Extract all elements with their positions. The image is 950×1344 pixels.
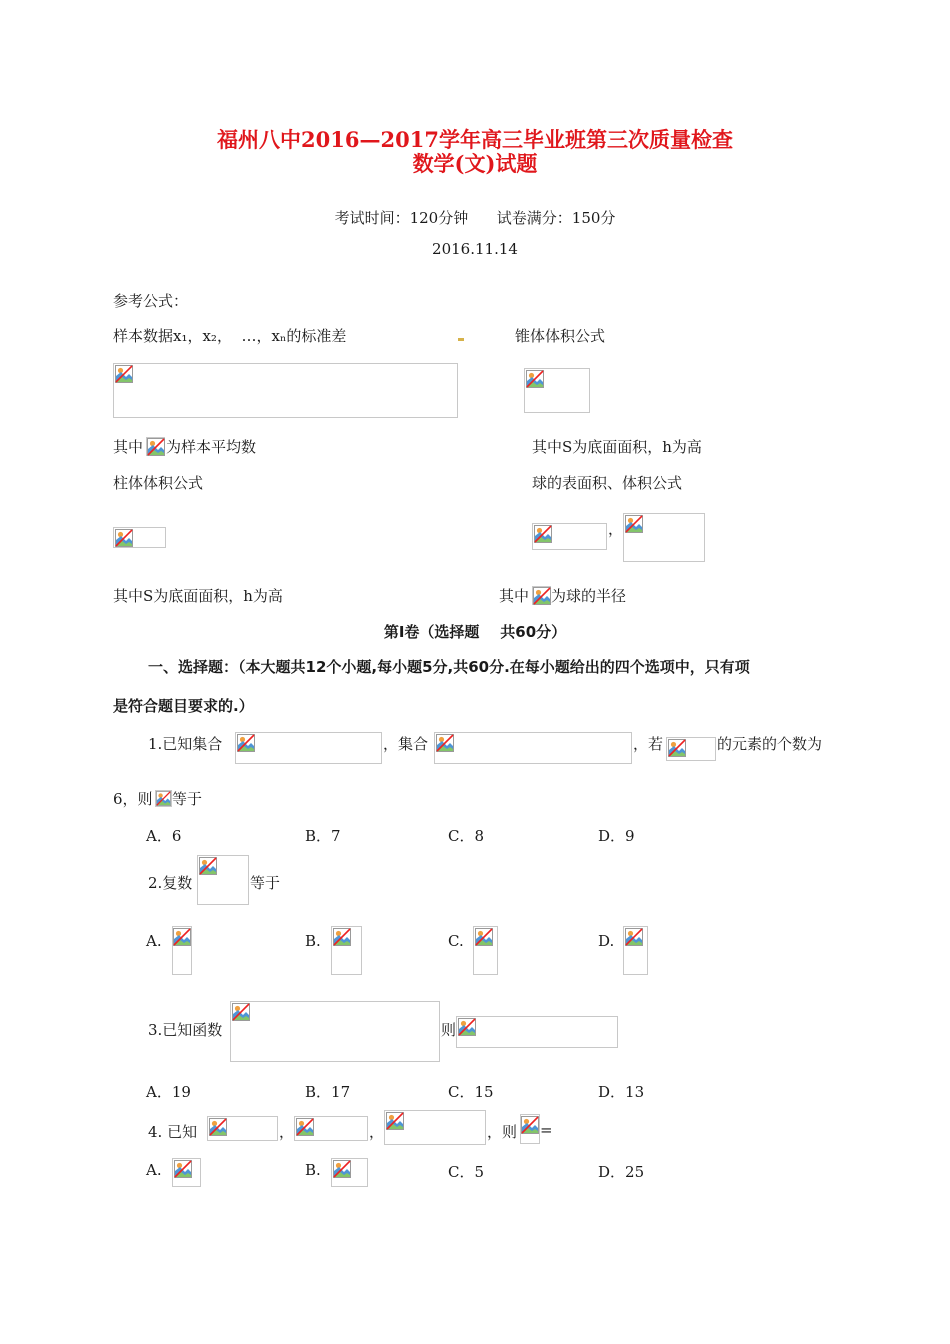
sphere-area-formula-image: [532, 523, 607, 550]
broken-image-icon: [199, 857, 217, 875]
tiny-image-marker: [458, 338, 464, 341]
mean-note-prefix: 其中: [113, 438, 144, 456]
q3-text-part1: 3.已知函数: [148, 1021, 223, 1039]
q2-option-c[interactable]: C.: [448, 932, 464, 950]
broken-image-icon: [173, 928, 191, 946]
q2-option-d[interactable]: D.: [598, 932, 615, 950]
q2-option-a-image: [172, 926, 192, 975]
broken-image-icon: [625, 928, 643, 946]
cone-volume-label: 锥体体积公式: [515, 327, 606, 345]
q1-option-b[interactable]: B．7: [305, 827, 341, 845]
q1-line2-suffix: 等于: [172, 790, 203, 808]
radius-note-prefix: 其中: [499, 587, 530, 605]
prism-formula-image: [113, 527, 166, 548]
q4-option-a[interactable]: A.: [146, 1161, 162, 1179]
broken-image-icon: [333, 1160, 351, 1178]
q1-option-d[interactable]: D．9: [598, 827, 635, 845]
radius-symbol-image: [532, 586, 551, 605]
q3-option-a[interactable]: A．19: [146, 1083, 191, 1101]
broken-image-icon: [386, 1112, 404, 1130]
broken-image-icon: [533, 587, 551, 605]
doc-title-line1: 福州八中2016—2017学年高三毕业班第三次质量检查: [217, 127, 733, 152]
q1-text-part1: 1.已知集合: [148, 735, 223, 753]
broken-image-icon: [521, 1116, 539, 1134]
q2-text-part1: 2.复数: [148, 874, 193, 892]
q1-text-part3: ，若: [633, 735, 664, 753]
section-instructions-line2: 是符合题目要求的.）: [113, 697, 254, 715]
q2-option-b[interactable]: B.: [305, 932, 321, 950]
broken-image-icon: [333, 928, 351, 946]
broken-image-icon: [115, 529, 133, 547]
q3-option-c[interactable]: C．15: [448, 1083, 494, 1101]
std-dev-formula-image: [113, 363, 458, 418]
broken-image-icon: [232, 1003, 250, 1021]
q1-intersection-image: [666, 737, 716, 761]
q1-option-c[interactable]: C．8: [448, 827, 485, 845]
q1-text-part4: 的元素的个数为: [717, 735, 823, 753]
q4-given-image-3: [384, 1110, 486, 1145]
q4-target-image: [520, 1114, 540, 1144]
q1-option-a[interactable]: A．6: [146, 827, 182, 845]
doc-title-line2: 数学(文)试题: [412, 151, 538, 176]
q4-option-b-image: [331, 1158, 368, 1187]
section-title: 第Ⅰ卷（选择题 共60分）: [383, 623, 567, 641]
broken-image-icon: [458, 1018, 476, 1036]
q4-text-part1: 4. 已知: [148, 1123, 198, 1141]
q4-text-part2: ，则: [487, 1123, 518, 1141]
q1-variable-image: [155, 790, 172, 807]
q2-text-part2: 等于: [250, 874, 281, 892]
q3-function-image: [230, 1001, 440, 1062]
broken-image-icon: [526, 370, 544, 388]
q4-separator-2: ，: [369, 1123, 385, 1141]
prism-note: 其中S为底面面积，h为高: [113, 587, 283, 605]
q3-option-d[interactable]: D．13: [598, 1083, 645, 1101]
sphere-formula-label: 球的表面积、体积公式: [532, 474, 683, 492]
mean-symbol-image: [146, 437, 165, 456]
broken-image-icon: [156, 791, 171, 806]
q4-option-c[interactable]: C．5: [448, 1163, 485, 1181]
broken-image-icon: [174, 1160, 192, 1178]
broken-image-icon: [534, 525, 552, 543]
broken-image-icon: [436, 734, 454, 752]
q2-complex-number-image: [197, 855, 249, 905]
broken-image-icon: [668, 739, 686, 757]
q4-given-image-2: [294, 1116, 368, 1141]
broken-image-icon: [625, 515, 643, 533]
q1-set-b-image: [434, 732, 632, 764]
exam-date: 2016.11.14: [432, 240, 518, 258]
broken-image-icon: [237, 734, 255, 752]
q2-option-c-image: [473, 926, 498, 975]
broken-image-icon: [147, 438, 165, 456]
q3-option-b[interactable]: B．17: [305, 1083, 351, 1101]
q3-expression-image: [456, 1016, 618, 1048]
sphere-volume-formula-image: [623, 513, 705, 562]
cone-formula-image: [524, 368, 590, 413]
q4-option-a-image: [172, 1158, 201, 1187]
q1-set-a-image: [235, 732, 382, 764]
q4-option-b[interactable]: B.: [305, 1161, 321, 1179]
section-instructions-line1: 一、选择题：（本大题共12个小题,每小题5分,共60分.在每小题给出的四个选项中，只有项: [148, 658, 750, 676]
q1-line2-prefix: 6，则: [113, 790, 153, 808]
broken-image-icon: [115, 365, 133, 383]
formula-comma: ，: [608, 520, 624, 538]
q4-separator-1: ，: [279, 1123, 295, 1141]
mean-note: 为样本平均数: [166, 438, 257, 456]
std-dev-label: 样本数据x₁，x₂， …，xₙ的标准差: [113, 327, 347, 345]
formula-heading: 参考公式：: [113, 292, 189, 310]
q4-given-image-1: [207, 1116, 278, 1141]
q2-option-d-image: [623, 926, 648, 975]
prism-volume-label: 柱体体积公式: [113, 474, 204, 492]
q2-option-b-image: [331, 926, 362, 975]
q4-text-part3: =: [540, 1121, 553, 1139]
q1-text-part2: ，集合: [383, 735, 429, 753]
cone-note: 其中S为底面面积，h为高: [532, 438, 702, 456]
q3-text-part2: 则: [441, 1021, 457, 1039]
exam-info: 考试时间：120分钟 试卷满分：150分: [334, 209, 616, 227]
q4-option-d[interactable]: D．25: [598, 1163, 645, 1181]
q2-option-a[interactable]: A.: [146, 932, 162, 950]
broken-image-icon: [209, 1118, 227, 1136]
broken-image-icon: [296, 1118, 314, 1136]
radius-note: 为球的半径: [551, 587, 627, 605]
broken-image-icon: [475, 928, 493, 946]
